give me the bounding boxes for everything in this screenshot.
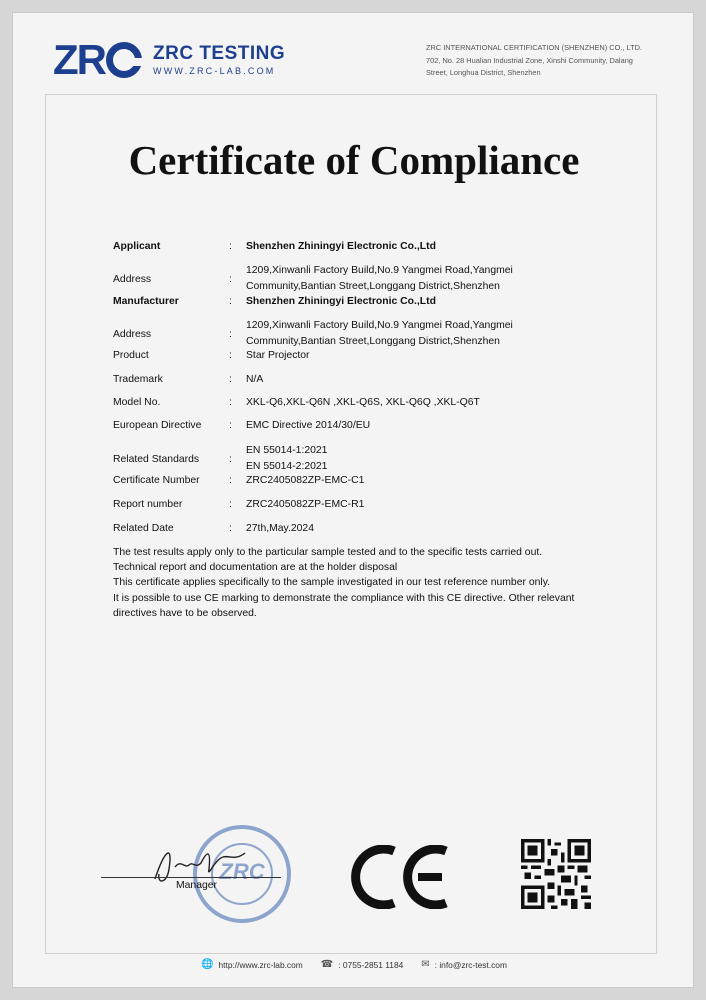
field-colon: :: [229, 274, 232, 285]
field-label: Trademark: [113, 374, 163, 385]
address-line: ZRC INTERNATIONAL CERTIFICATION (SHENZHEN) CO., LTD.: [426, 43, 642, 52]
footer-website[interactable]: http://www.zrc-lab.com: [218, 959, 303, 970]
field-label: European Directive: [113, 420, 202, 431]
field-label: Address: [113, 329, 152, 340]
qr-code-icon: [521, 839, 591, 909]
field-label: Certificate Number: [113, 475, 200, 486]
field-value: ZRC2405082ZP-EMC-C1: [246, 475, 365, 486]
notes: [113, 545, 593, 621]
signer-role: Manager: [176, 880, 218, 891]
company-logo: [53, 35, 285, 85]
globe-icon: 🌐: [201, 959, 214, 970]
logo-name: ZRC TESTING: [153, 43, 286, 64]
note-line: The test results apply only to the particular sample tested and to the specific tests carried out.: [113, 547, 543, 558]
field-label: Manufacturer: [113, 296, 179, 307]
field-colon: :: [229, 374, 232, 385]
field-value: XKL-Q6,XKL-Q6N ,XKL-Q6S, XKL-Q6Q ,XKL-Q6T: [246, 397, 480, 408]
field-value: Shenzhen Zhiningyi Electronic Co.,Ltd: [246, 241, 436, 252]
footer-phone: : 0755-2851 1184: [338, 959, 404, 970]
field-value: 1209,Xinwanli Factory Build,No.9 Yangmei Road,Yangmei Community,Bantian Street,Longgang District,Shenzhen: [246, 265, 513, 292]
field-value: Star Projector: [246, 350, 310, 361]
field-colon: :: [229, 454, 232, 465]
field-label: Related Date: [113, 523, 174, 534]
field-label: Address: [113, 274, 152, 285]
note-line: This certificate applies specifically to the sample investigated in our test reference number only.: [113, 577, 551, 589]
footer: [13, 959, 695, 970]
field-colon: :: [229, 523, 232, 534]
stamp-text: ZRC: [219, 859, 265, 884]
email-icon: ✉: [421, 959, 430, 970]
footer-email[interactable]: : info@zrc-test.com: [434, 959, 507, 970]
company-address: [426, 42, 676, 80]
field-value: ZRC2405082ZP-EMC-R1: [246, 499, 365, 510]
address-line: Street, Longhua District, Shenzhen: [426, 68, 541, 77]
page-title: Certificate of Compliance: [128, 137, 580, 183]
signature-line: [101, 877, 281, 878]
address-line: 702, No. 28 Hualian Industrial Zone, Xinshi Community, Dalang: [426, 55, 633, 65]
logo-url: WWW.ZRC-LAB.COM: [153, 66, 276, 76]
field-label: Related Standards: [113, 454, 200, 465]
note-line: It is possible to use CE marking to demonstrate the compliance with this CE directive. Other relevant directives have to be observed.: [113, 592, 575, 619]
field-value: Shenzhen Zhiningyi Electronic Co.,Ltd: [246, 296, 436, 307]
field-label: Model No.: [113, 397, 161, 408]
field-value: EMC Directive 2014/30/EU: [246, 420, 371, 431]
phone-icon: ☎: [320, 959, 334, 970]
field-value: 27th,May.2024: [246, 523, 314, 534]
field-label: Report number: [113, 499, 183, 510]
field-value: EN 55014-1:2021 EN 55014-2:2021: [246, 445, 328, 472]
field-colon: :: [229, 499, 232, 510]
field-colon: :: [229, 420, 232, 431]
field-colon: :: [229, 329, 232, 340]
field-colon: :: [229, 296, 232, 307]
note-line: Technical report and documentation are at the holder disposal: [113, 562, 398, 574]
field-colon: :: [229, 350, 232, 361]
field-colon: :: [229, 475, 232, 486]
field-colon: :: [229, 397, 232, 408]
ce-mark-icon: [346, 845, 450, 909]
logo-mark: Z R: [53, 36, 143, 84]
field-value: N/A: [246, 374, 264, 385]
field-label: Applicant: [113, 241, 161, 252]
field-colon: :: [229, 241, 232, 252]
field-value: 1209,Xinwanli Factory Build,No.9 Yangmei Road,Yangmei Community,Bantian Street,Longgang District,Shenzhen: [246, 320, 513, 347]
certificate-page: [12, 12, 694, 988]
field-label: Product: [113, 350, 149, 361]
